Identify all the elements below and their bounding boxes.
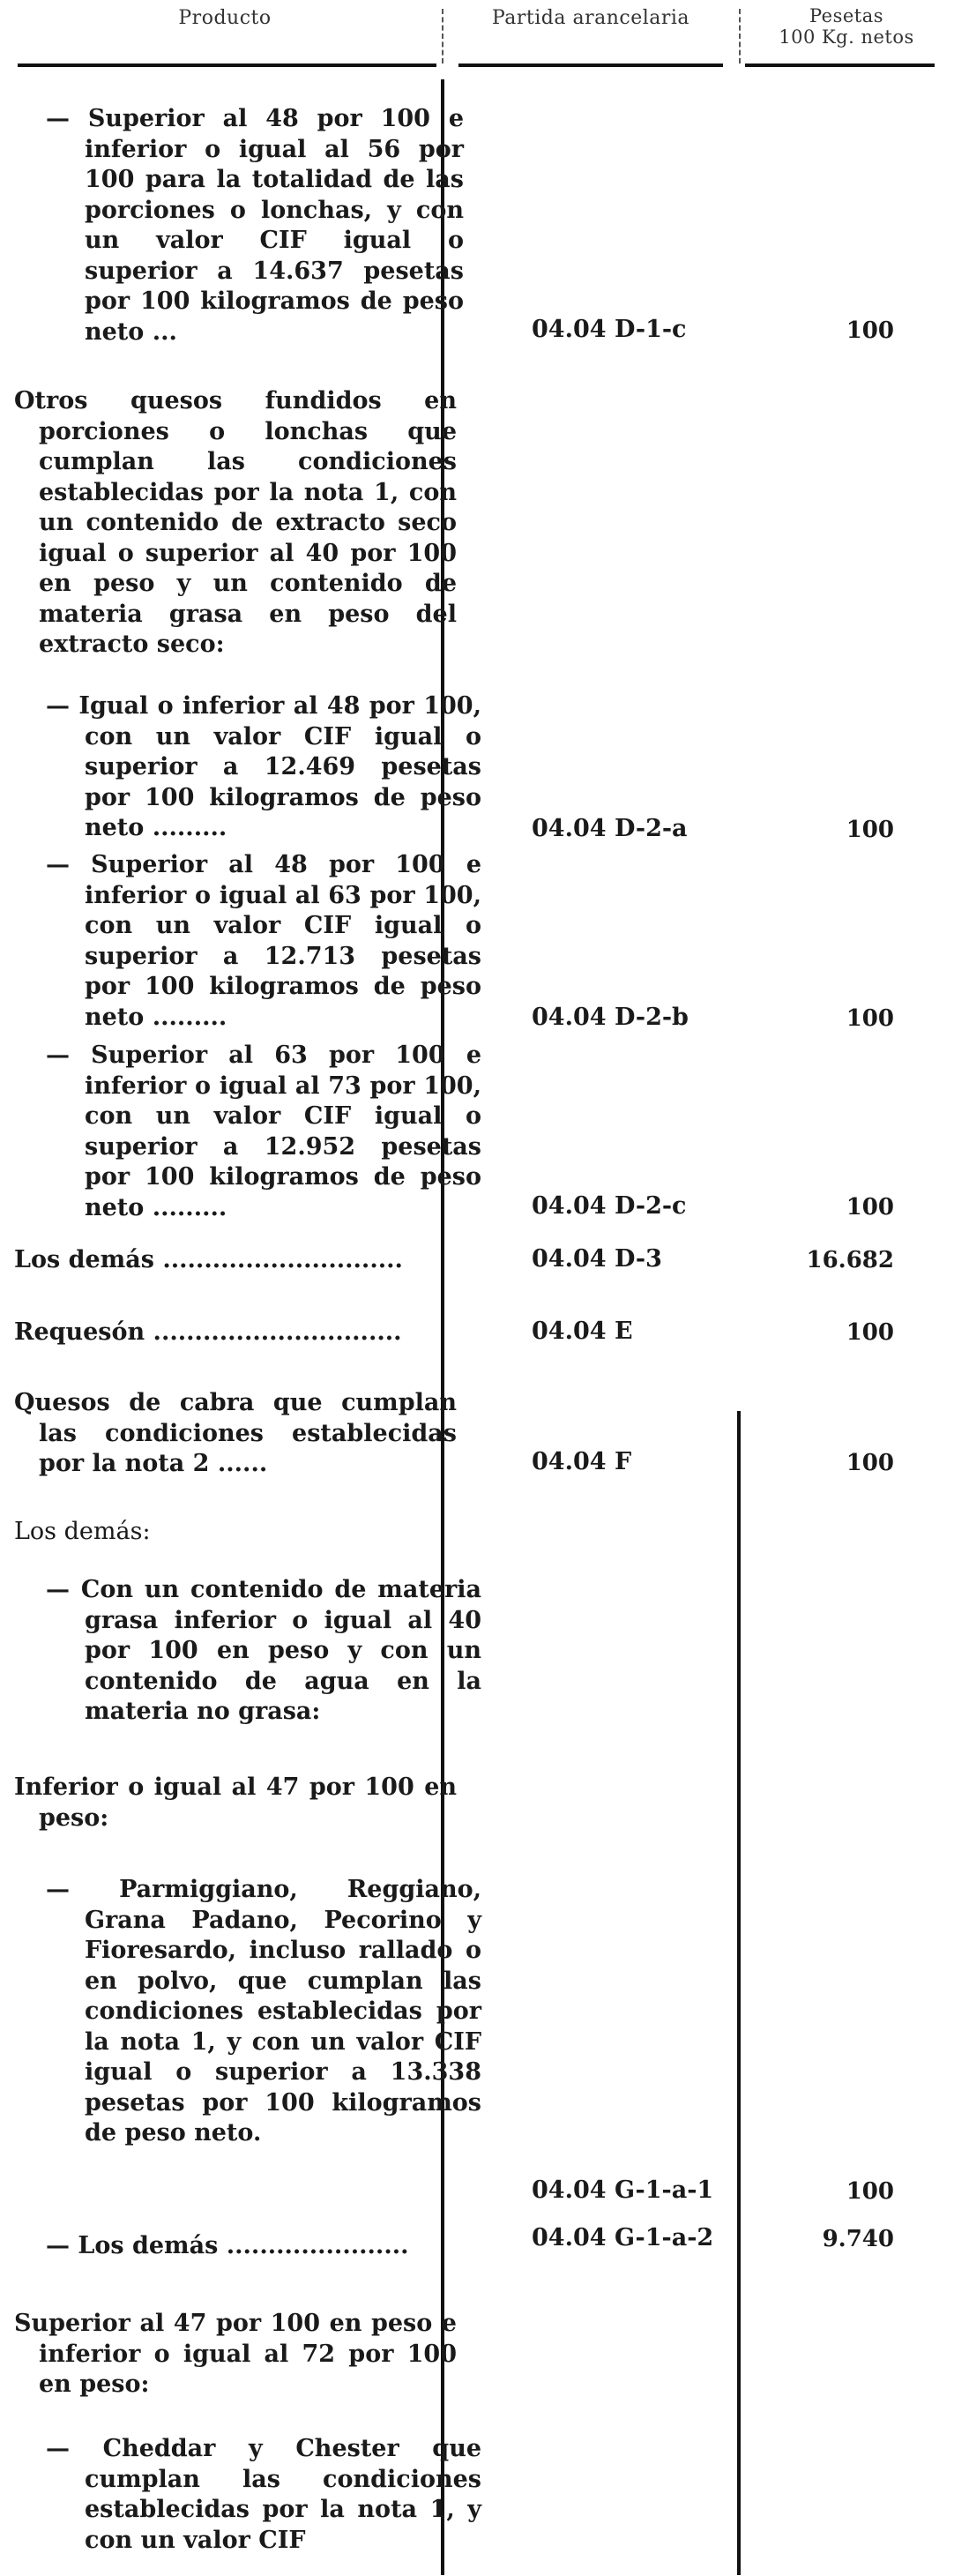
column-header-pesetas-line1: Pesetas [809, 5, 884, 26]
column-header-producto: Producto [178, 7, 272, 29]
tariff-code: 04.04 D-2-b [532, 1004, 689, 1031]
tariff-entry-text: Otros quesos fundidos en porciones o lonchas que cumplan las condiciones establecidas por la nota 1, con un contenido de extracto seco igual o superior al 40 por 100 en peso y un contenido de materia grasa en peso del extracto seco: [14, 387, 457, 658]
tariff-code: 04.04 F [532, 1448, 632, 1475]
tariff-entry-text: — Cheddar y Chester que cumplan las condiciones establecidas por la nota 1, y con un valor CIF [46, 2435, 481, 2554]
tariff-entry-text: — Superior al 48 por 100 e inferior o igual al 63 por 100, con un valor CIF igual o superior a 12.713 pesetas por 100 kilogramos de peso neto ......... [46, 851, 481, 1031]
header-separator-2 [739, 9, 742, 63]
tariff-entry-text: Los demás ............................. [14, 1246, 403, 1273]
tariff-price: 16.682 [806, 1247, 894, 1273]
tariff-price: 100 [846, 317, 894, 344]
tariff-code: 04.04 E [532, 1318, 633, 1345]
header-rule-partida [458, 63, 723, 67]
column-divider-2 [737, 1411, 741, 2575]
section-label: Los demás: [14, 1518, 151, 1545]
tariff-code: 04.04 G-1-a-2 [532, 2224, 714, 2251]
tariff-price: 9.740 [822, 2226, 894, 2252]
tariff-code: 04.04 D-3 [532, 1245, 662, 1273]
tariff-entry-text: Superior al 47 por 100 en peso e inferior o igual al 72 por 100 en peso: [14, 2310, 457, 2398]
tariff-entry-text: — Superior al 63 por 100 e inferior o igual al 73 por 100, con un valor CIF igual o superior a 12.952 pesetas por 100 kilogramos de peso neto ......... [46, 1042, 481, 1221]
tariff-price: 100 [846, 2178, 894, 2205]
tariff-code: 04.04 D-2-c [532, 1192, 687, 1220]
tariff-entry-text: — Parmiggiano, Reggiano, Grana Padano, Pecorino y Fioresardo, incluso rallado o en polvo, que cumplan las condiciones establecidas por la nota 1, y con un valor CIF igual o superior a 13.338 pesetas por 100 kilogramos de peso neto. [46, 1876, 481, 2147]
header-rule-pesetas [745, 63, 935, 67]
column-header-pesetas-line2: 100 Kg. netos [779, 26, 914, 48]
tariff-entry-text: Inferior o igual al 47 por 100 en peso: [14, 1773, 457, 1832]
tariff-entry-text: — Los demás ...................... [46, 2232, 409, 2259]
tariff-price: 100 [846, 1319, 894, 1346]
column-header-pesetas [745, 5, 948, 48]
tariff-code: 04.04 G-1-a-1 [532, 2177, 714, 2204]
tariff-entry-text: — Superior al 48 por 100 e inferior o igual al 56 por 100 para la totalidad de las porciones o lonchas, y con un valor CIF igual o superior a 14.637 pesetas por 100 kilogramos de peso neto ... [46, 105, 464, 346]
tariff-entry-text: Quesos de cabra que cumplan las condiciones establecidas por la nota 2 ...... [14, 1389, 457, 1477]
tariff-price: 100 [846, 817, 894, 843]
tariff-entry-text: Requesón .............................. [14, 1318, 402, 1346]
header-separator-1 [442, 9, 445, 63]
header-rule-producto [18, 63, 436, 67]
tariff-price: 100 [846, 1450, 894, 1476]
tariff-entry-text: — Igual o inferior al 48 por 100, con un valor CIF igual o superior a 12.469 pesetas por 100 kilogramos de peso neto ......... [46, 692, 481, 841]
tariff-price: 100 [846, 1005, 894, 1032]
column-header-partida: Partida arancelaria [491, 7, 690, 29]
tariff-code: 04.04 D-1-c [532, 316, 687, 343]
tariff-price: 100 [846, 1194, 894, 1221]
tariff-entry-text: — Con un contenido de materia grasa inferior o igual al 40 por 100 en peso y con un contenido de agua en la materia no grasa: [46, 1576, 481, 1725]
tariff-code: 04.04 D-2-a [532, 815, 688, 842]
